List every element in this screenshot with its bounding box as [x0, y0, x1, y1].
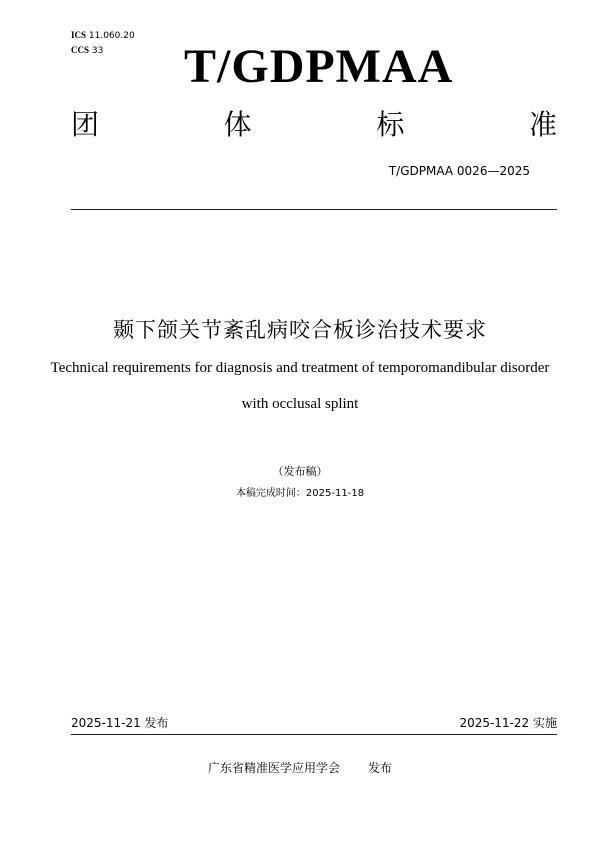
implement-date: 2025-11-22 实施: [459, 716, 557, 730]
title-chinese: 颞下颌关节紊乱病咬合板诊治技术要求: [113, 318, 487, 342]
standard-type-char: 体: [223, 108, 252, 141]
draft-status: （发布稿）: [272, 465, 328, 478]
standard-number: T/GDPMAA 0026—2025: [388, 164, 530, 178]
issuer-name: 广东省精准医学应用学会: [207, 761, 340, 775]
header-divider: [71, 209, 557, 210]
issuer-suffix: 发布: [368, 761, 393, 775]
ccs-code: [71, 45, 103, 57]
standard-type-char: 标: [376, 108, 405, 141]
title-english-line1: Technical requirements for diagnosis and treatment of temporomandibular disorder: [50, 360, 550, 376]
footer-divider: [71, 734, 557, 735]
completion-date: 本稿完成时间：2025-11-18: [235, 488, 365, 499]
ccs-value: 33: [91, 46, 104, 56]
publish-date: 2025-11-21 发布: [71, 716, 169, 730]
title-english-line2: with occlusal splint: [241, 396, 359, 412]
ics-code: [71, 30, 135, 42]
issuer: [0, 760, 600, 776]
ccs-label: CCS: [71, 45, 90, 55]
ics-value: 11.060.20: [88, 31, 135, 41]
standard-type-char: 团: [71, 108, 100, 141]
standard-type-char: 准: [528, 108, 557, 141]
ics-label: ICS: [71, 30, 87, 40]
organization-logo: T/GDPMAA: [184, 40, 454, 93]
standard-type: [71, 108, 557, 142]
